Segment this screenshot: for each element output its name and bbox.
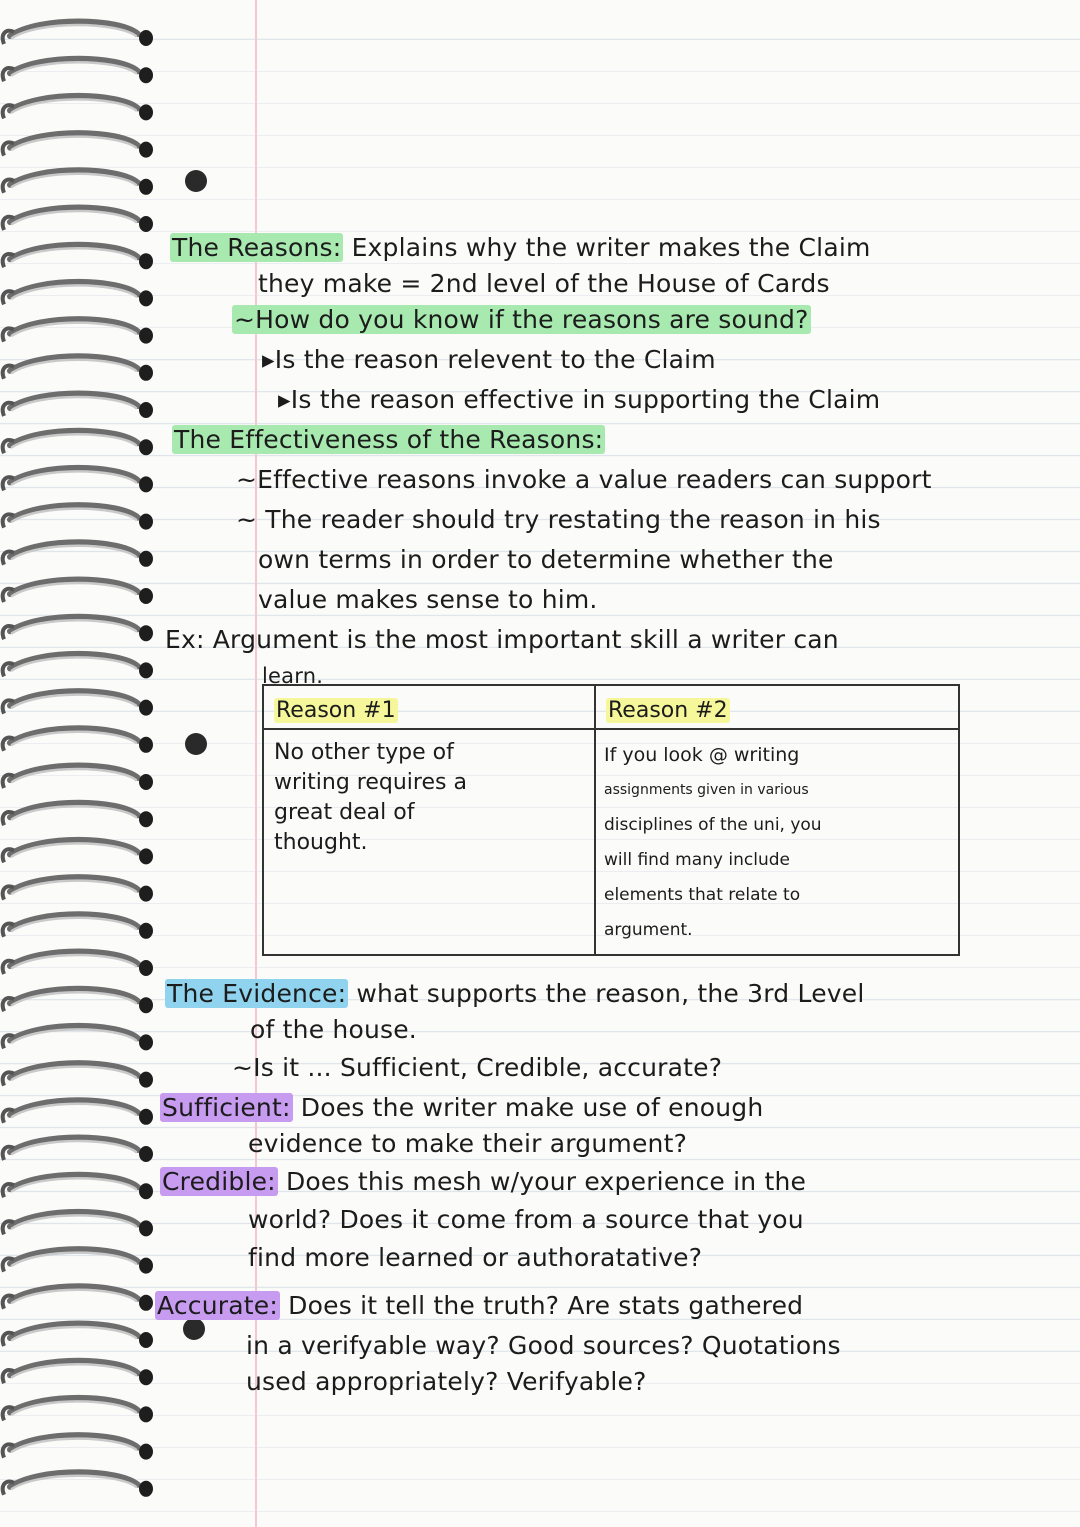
reasons-heading: The Reasons: xyxy=(172,233,342,262)
spiral-coil xyxy=(3,133,153,158)
credible-line xyxy=(160,1166,806,1198)
table-header-divider xyxy=(264,728,958,730)
sufficient-line2: evidence to make their argument? xyxy=(248,1129,688,1158)
reasons-question: ~How do you know if the reasons are sound? xyxy=(234,305,809,334)
spiral-coil xyxy=(3,59,153,84)
table-col1-line: great deal of xyxy=(274,800,415,825)
spiral-coil xyxy=(3,877,153,902)
spiral-coil xyxy=(3,394,153,419)
spiral-coil xyxy=(3,170,153,195)
spiral-coil xyxy=(3,654,153,679)
spiral-coil xyxy=(3,952,153,977)
table-col2-line: assignments given in various xyxy=(604,782,809,798)
spiral-coil xyxy=(3,1249,153,1274)
evidence-line2: of the house. xyxy=(250,1015,417,1044)
spiral-coil xyxy=(3,1324,153,1349)
spiral-coil xyxy=(3,22,153,47)
reasons-line2: they make = 2nd level of the House of Cards xyxy=(258,269,830,298)
spiral-coil xyxy=(3,1435,153,1460)
spiral-coil xyxy=(3,1138,153,1163)
table-header-reason-2: Reason #2 xyxy=(608,698,728,723)
credible-label: Credible: xyxy=(162,1167,276,1196)
table-col2-line: argument. xyxy=(604,920,693,940)
spiral-coil xyxy=(3,319,153,344)
table-col2-line: will find many include xyxy=(604,850,790,870)
spiral-coil xyxy=(3,431,153,456)
example-line1: Ex: Argument is the most important skill a writer can xyxy=(165,625,839,654)
accurate-line xyxy=(155,1290,803,1322)
accurate-line1: Does it tell the truth? Are stats gathered xyxy=(288,1291,804,1320)
reasons-table xyxy=(262,684,960,956)
spiral-coil xyxy=(3,728,153,753)
accurate-line3: used appropriately? Verifyable? xyxy=(246,1367,647,1396)
spiral-coil xyxy=(3,1175,153,1200)
spiral-coil xyxy=(3,96,153,121)
reasons-bullet1: ▸Is the reason relevent to the Claim xyxy=(262,345,716,374)
table-col1-line: thought. xyxy=(274,830,368,855)
spiral-coil xyxy=(3,803,153,828)
table-col1-content xyxy=(274,738,467,858)
spiral-coil xyxy=(3,1026,153,1051)
spiral-coil xyxy=(3,989,153,1014)
reasons-line xyxy=(170,232,871,264)
spiral-coil xyxy=(3,1100,153,1125)
punch-hole xyxy=(185,733,207,755)
sufficient-line1: Does the writer make use of enough xyxy=(300,1093,764,1122)
table-col2-line: If you look @ writing xyxy=(604,744,800,766)
spiral-coil xyxy=(3,1398,153,1423)
table-col1-line: No other type of xyxy=(274,740,454,765)
evidence-line xyxy=(165,978,865,1010)
effectiveness-heading: The Effectiveness of the Reasons: xyxy=(174,425,604,454)
accurate-label: Accurate: xyxy=(157,1291,279,1320)
credible-line1: Does this mesh w/your experience in the xyxy=(285,1167,807,1196)
spiral-coil xyxy=(3,766,153,791)
spiral-coil xyxy=(3,1361,153,1386)
spiral-coil xyxy=(3,617,153,642)
credible-line2: world? Does it come from a source that you xyxy=(248,1205,804,1234)
evidence-line1: what supports the reason, the 3rd Level xyxy=(356,979,865,1008)
sufficient-label: Sufficient: xyxy=(162,1093,291,1122)
table-column-divider xyxy=(594,686,596,954)
spiral-coil xyxy=(3,245,153,270)
spiral-coil xyxy=(3,1472,153,1497)
table-col1-line: writing requires a xyxy=(274,770,467,795)
evidence-heading: The Evidence: xyxy=(167,979,347,1008)
spiral-coil xyxy=(3,505,153,529)
table-col2-line: disciplines of the uni, you xyxy=(604,815,822,835)
spiral-coil xyxy=(3,1063,153,1088)
spiral-coil xyxy=(3,580,153,605)
spiral-coil xyxy=(3,282,153,307)
accurate-line2: in a verifyable way? Good sources? Quotations xyxy=(246,1331,841,1360)
spiral-coil xyxy=(3,208,153,233)
reasons-line1: Explains why the writer makes the Claim xyxy=(351,233,871,262)
effectiveness-line1: ~Effective reasons invoke a value readers can support xyxy=(236,465,932,494)
spiral-coil xyxy=(3,840,153,865)
evidence-line3: ~Is it ... Sufficient, Credible, accurate? xyxy=(232,1053,723,1082)
spiral-coil xyxy=(3,914,153,939)
effectiveness-line3: own terms in order to determine whether the xyxy=(258,545,834,574)
spiral-coil xyxy=(3,542,153,567)
spiral-coil xyxy=(3,691,153,716)
sufficient-line xyxy=(160,1092,763,1124)
spiral-coil xyxy=(3,468,153,493)
spiral-coil xyxy=(3,1212,153,1237)
reasons-bullet2: ▸Is the reason effective in supporting the Claim xyxy=(278,385,881,414)
spiral-coil xyxy=(3,1286,153,1311)
spiral-coil xyxy=(3,356,153,381)
spiral-binding xyxy=(0,0,160,1527)
example-line2: learn. xyxy=(262,664,324,688)
effectiveness-line2: ~ The reader should try restating the reason in his xyxy=(236,505,881,534)
credible-line3: find more learned or authoratative? xyxy=(248,1243,703,1272)
punch-hole xyxy=(185,170,207,192)
table-col2-content xyxy=(604,738,954,948)
table-col2-line: elements that relate to xyxy=(604,885,801,905)
table-header-reason-1: Reason #1 xyxy=(276,698,396,723)
effectiveness-line4: value makes sense to him. xyxy=(258,585,598,614)
